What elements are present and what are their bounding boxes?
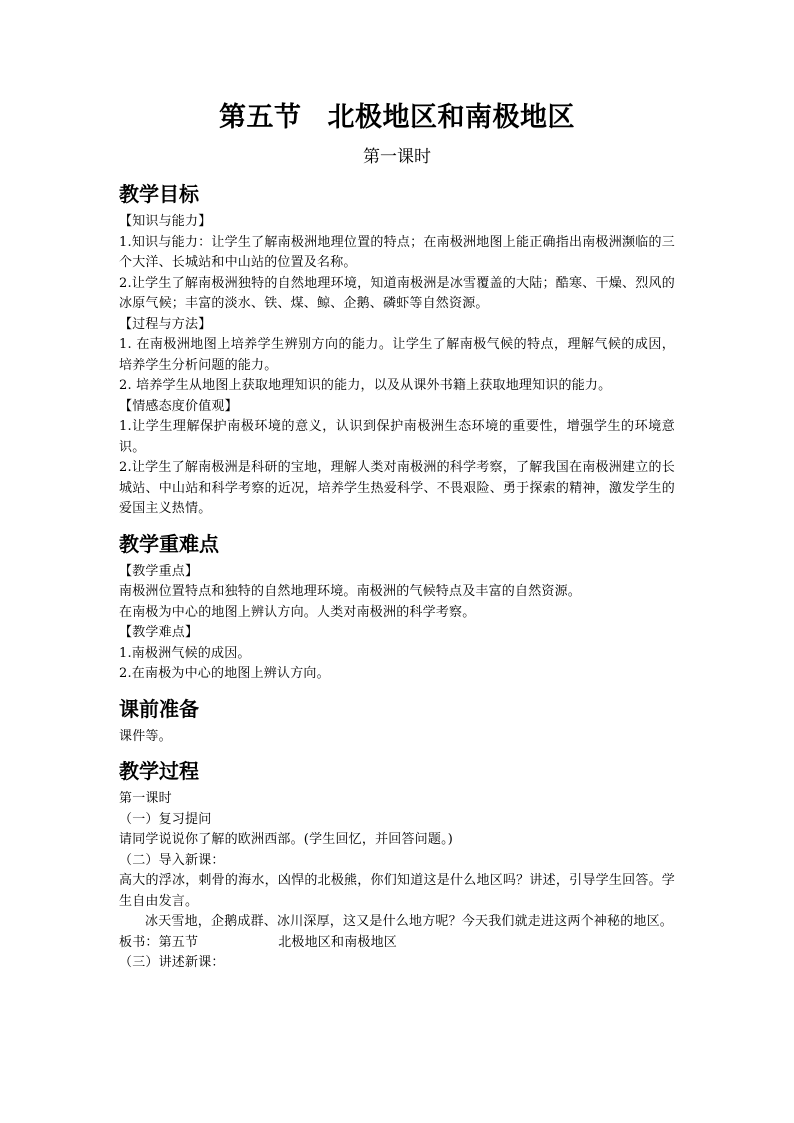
difficulty-item-2: 2.在南极为中心的地图上辨认方向。 <box>119 666 330 681</box>
focus-item-2: 在南极为中心的地图上辨认方向。人类对南极洲的科学考察。 <box>119 604 476 620</box>
document-title <box>119 98 675 138</box>
goal-process-1: 1. 在南极洲地图上培养学生辨别方向的能力。让学生了解南极气候的特点，理解气候的成因，培养学生分析问题的能力。 <box>119 337 675 373</box>
label-process-method: 【过程与方法】 <box>119 316 212 332</box>
process-step-intro: （二）导入新课： <box>119 852 225 868</box>
goal-knowledge-2: 2.让学生了解南极洲独特的自然地理环境，知道南极洲是冰雪覆盖的大陆；酷寒、干燥、烈风的冰原气候；丰富的淡水、铁、煤、鲸、企鹅、磷虾等自然资源。 <box>119 275 675 311</box>
label-teaching-focus: 【教学重点】 <box>119 563 199 579</box>
document-subtitle: 第一课时 <box>363 147 431 167</box>
title-topic: 北极地区和南极地区 <box>327 102 575 133</box>
process-step-intro-text-1: 高大的浮冰，刺骨的海水，凶悍的北极熊，你们知道这是什么地区吗？讲述，引导学生回答。学生自由发言。 <box>119 873 675 909</box>
process-step-intro-text-2: 冰天雪地，企鹅成群、冰川深厚，这又是什么地方呢？今天我们就走进这两个神秘的地区。 <box>145 914 674 929</box>
goal-knowledge-1: 1.知识与能力：让学生了解南极洲地理位置的特点；在南极洲地图上能正确指出南极洲濒临的三个大洋、长城站和中山站的位置及名称。 <box>119 234 675 270</box>
document-page <box>119 98 675 974</box>
process-step-new-lesson: （三）讲述新课： <box>119 955 225 970</box>
label-emotion-values: 【情感态度价值观】 <box>119 398 238 414</box>
process-step-review-text: 请同学说说你了解的欧洲西部。(学生回忆，并回答问题。) <box>119 832 454 847</box>
preparation-text: 课件等。 <box>119 728 172 744</box>
heading-preparation: 课前准备 <box>119 696 199 721</box>
difficulty-item-1: 1.南极洲气候的成因。 <box>119 645 251 661</box>
blackboard-line <box>119 933 675 954</box>
goal-process-2: 2. 培养学生从地图上获取地理知识的能力，以及从课外书籍上获取地理知识的能力。 <box>119 378 612 393</box>
label-teaching-difficulty: 【教学难点】 <box>119 625 199 640</box>
blackboard-label: 板书：第五节 <box>119 934 199 950</box>
goal-emotion-1: 1.让学生理解保护南极环境的意义，认识到保护南极洲生态环境的重要性，增强学生的环境意识。 <box>119 419 675 455</box>
title-section-number: 第五节 <box>219 102 302 133</box>
heading-key-points: 教学重难点 <box>119 531 219 556</box>
blackboard-title: 北极地区和南极地区 <box>278 934 398 950</box>
process-step-review: （一）复习提问 <box>119 811 212 827</box>
goal-emotion-2: 2.让学生了解南极洲是科研的宝地，理解人类对南极洲的科学考察，了解我国在南极洲建立的长城站、中山站和科学考察的近况，培养学生热爱科学、不畏艰险、勇于探索的精神，激发学生的爱国主义热情。 <box>119 460 675 516</box>
process-lesson-label: 第一课时 <box>119 791 172 806</box>
label-knowledge-ability: 【知识与能力】 <box>119 214 212 229</box>
focus-item-1: 南极洲位置特点和独特的自然地理环境。南极洲的气候特点及丰富的自然资源。 <box>119 584 582 599</box>
heading-teaching-goals: 教学目标 <box>119 182 199 206</box>
heading-teaching-process: 教学过程 <box>119 759 199 783</box>
